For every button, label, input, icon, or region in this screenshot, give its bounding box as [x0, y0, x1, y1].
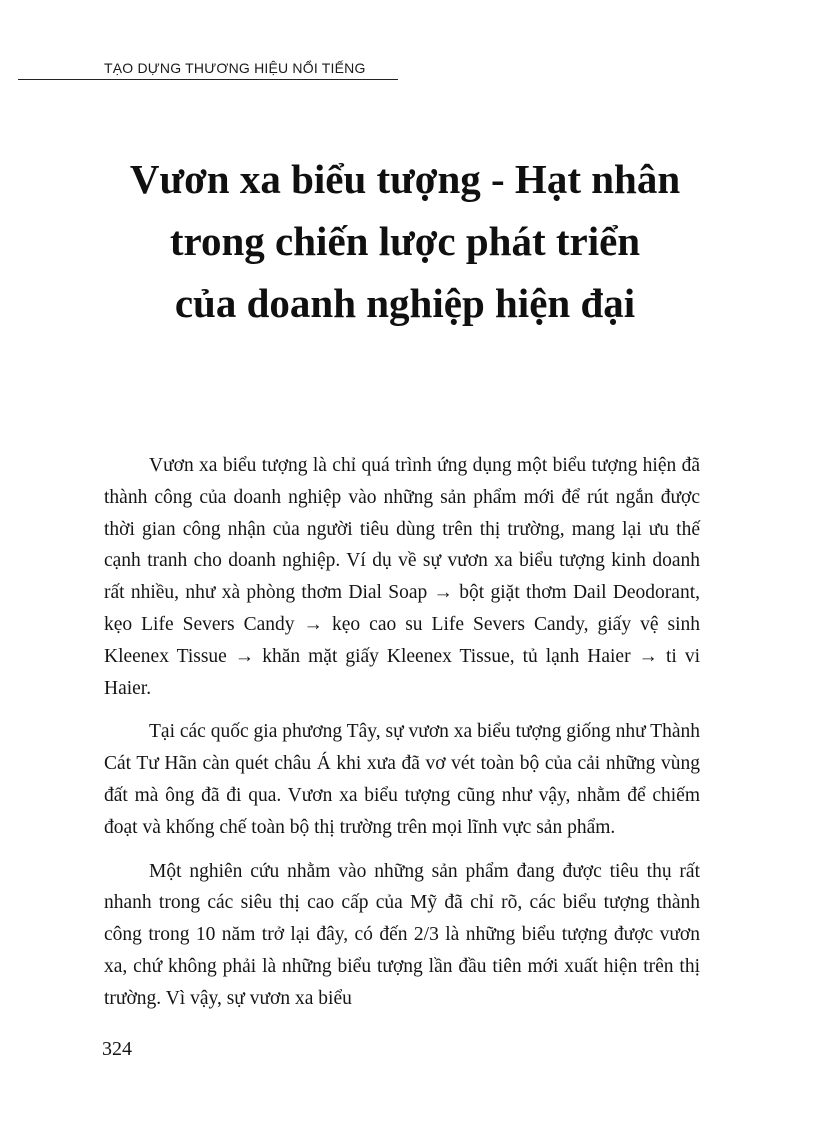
paragraph: Vươn xa biểu tượng là chỉ quá trình ứng dụng một biểu tượng hiện đã thành công của doanh nghiệp vào những sản phẩm mới để rút ngắn được thời gian công nhận của người tiêu dùng trên thị trường, mang lại ưu thế cạnh tranh cho doanh nghiệp. Ví dụ về sự vươn xa biểu tượng kinh doanh rất nhiều, như xà phòng thơm Dial Soap → bột giặt thơm Dail Deodorant, kẹo Life Severs Candy → kẹo cao su Life Severs Candy, giấy vệ sinh Kleenex Tissue → khăn mặt giấy Kleenex Tissue, tủ lạnh Haier → ti vi Haier.: [104, 455, 700, 699]
chapter-title-line-2: trong chiến lược phát triển: [169, 218, 641, 264]
chapter-title-line-1: Vươn xa biểu tượng - Hạt nhân: [129, 156, 681, 202]
chapter-title: [90, 148, 720, 334]
paragraph: Một nghiên cứu nhằm vào những sản phẩm đang được tiêu thụ rất nhanh trong các siêu thị cao cấp của Mỹ đã chỉ rõ, các biểu tượng thành công trong 10 năm trở lại đây, có đến 2/3 là những biểu tượng được vươn xa, chứ không phải là những biểu tượng lần đầu tiên mới xuất hiện trên thị trường. Vì vậy, sự vươn xa biểu: [104, 860, 700, 1009]
body-text: [104, 450, 700, 1027]
chapter-title-line-3: của doanh nghiệp hiện đại: [174, 280, 636, 326]
running-header: [18, 60, 398, 80]
paragraph: Tại các quốc gia phương Tây, sự vươn xa biểu tượng giống như Thành Cát Tư Hãn càn quét châu Á khi xưa đã vơ vét toàn bộ của cải những vùng đất mà ông đã đi qua. Vươn xa biểu tượng cũng như vậy, nhằm để chiếm đoạt và khống chế toàn bộ thị trường trên mọi lĩnh vực sản phẩm.: [104, 721, 700, 838]
running-header-text: TẠO DỰNG THƯƠNG HIỆU NỔI TIẾNG: [104, 60, 366, 76]
page-number: 324: [102, 1038, 132, 1060]
